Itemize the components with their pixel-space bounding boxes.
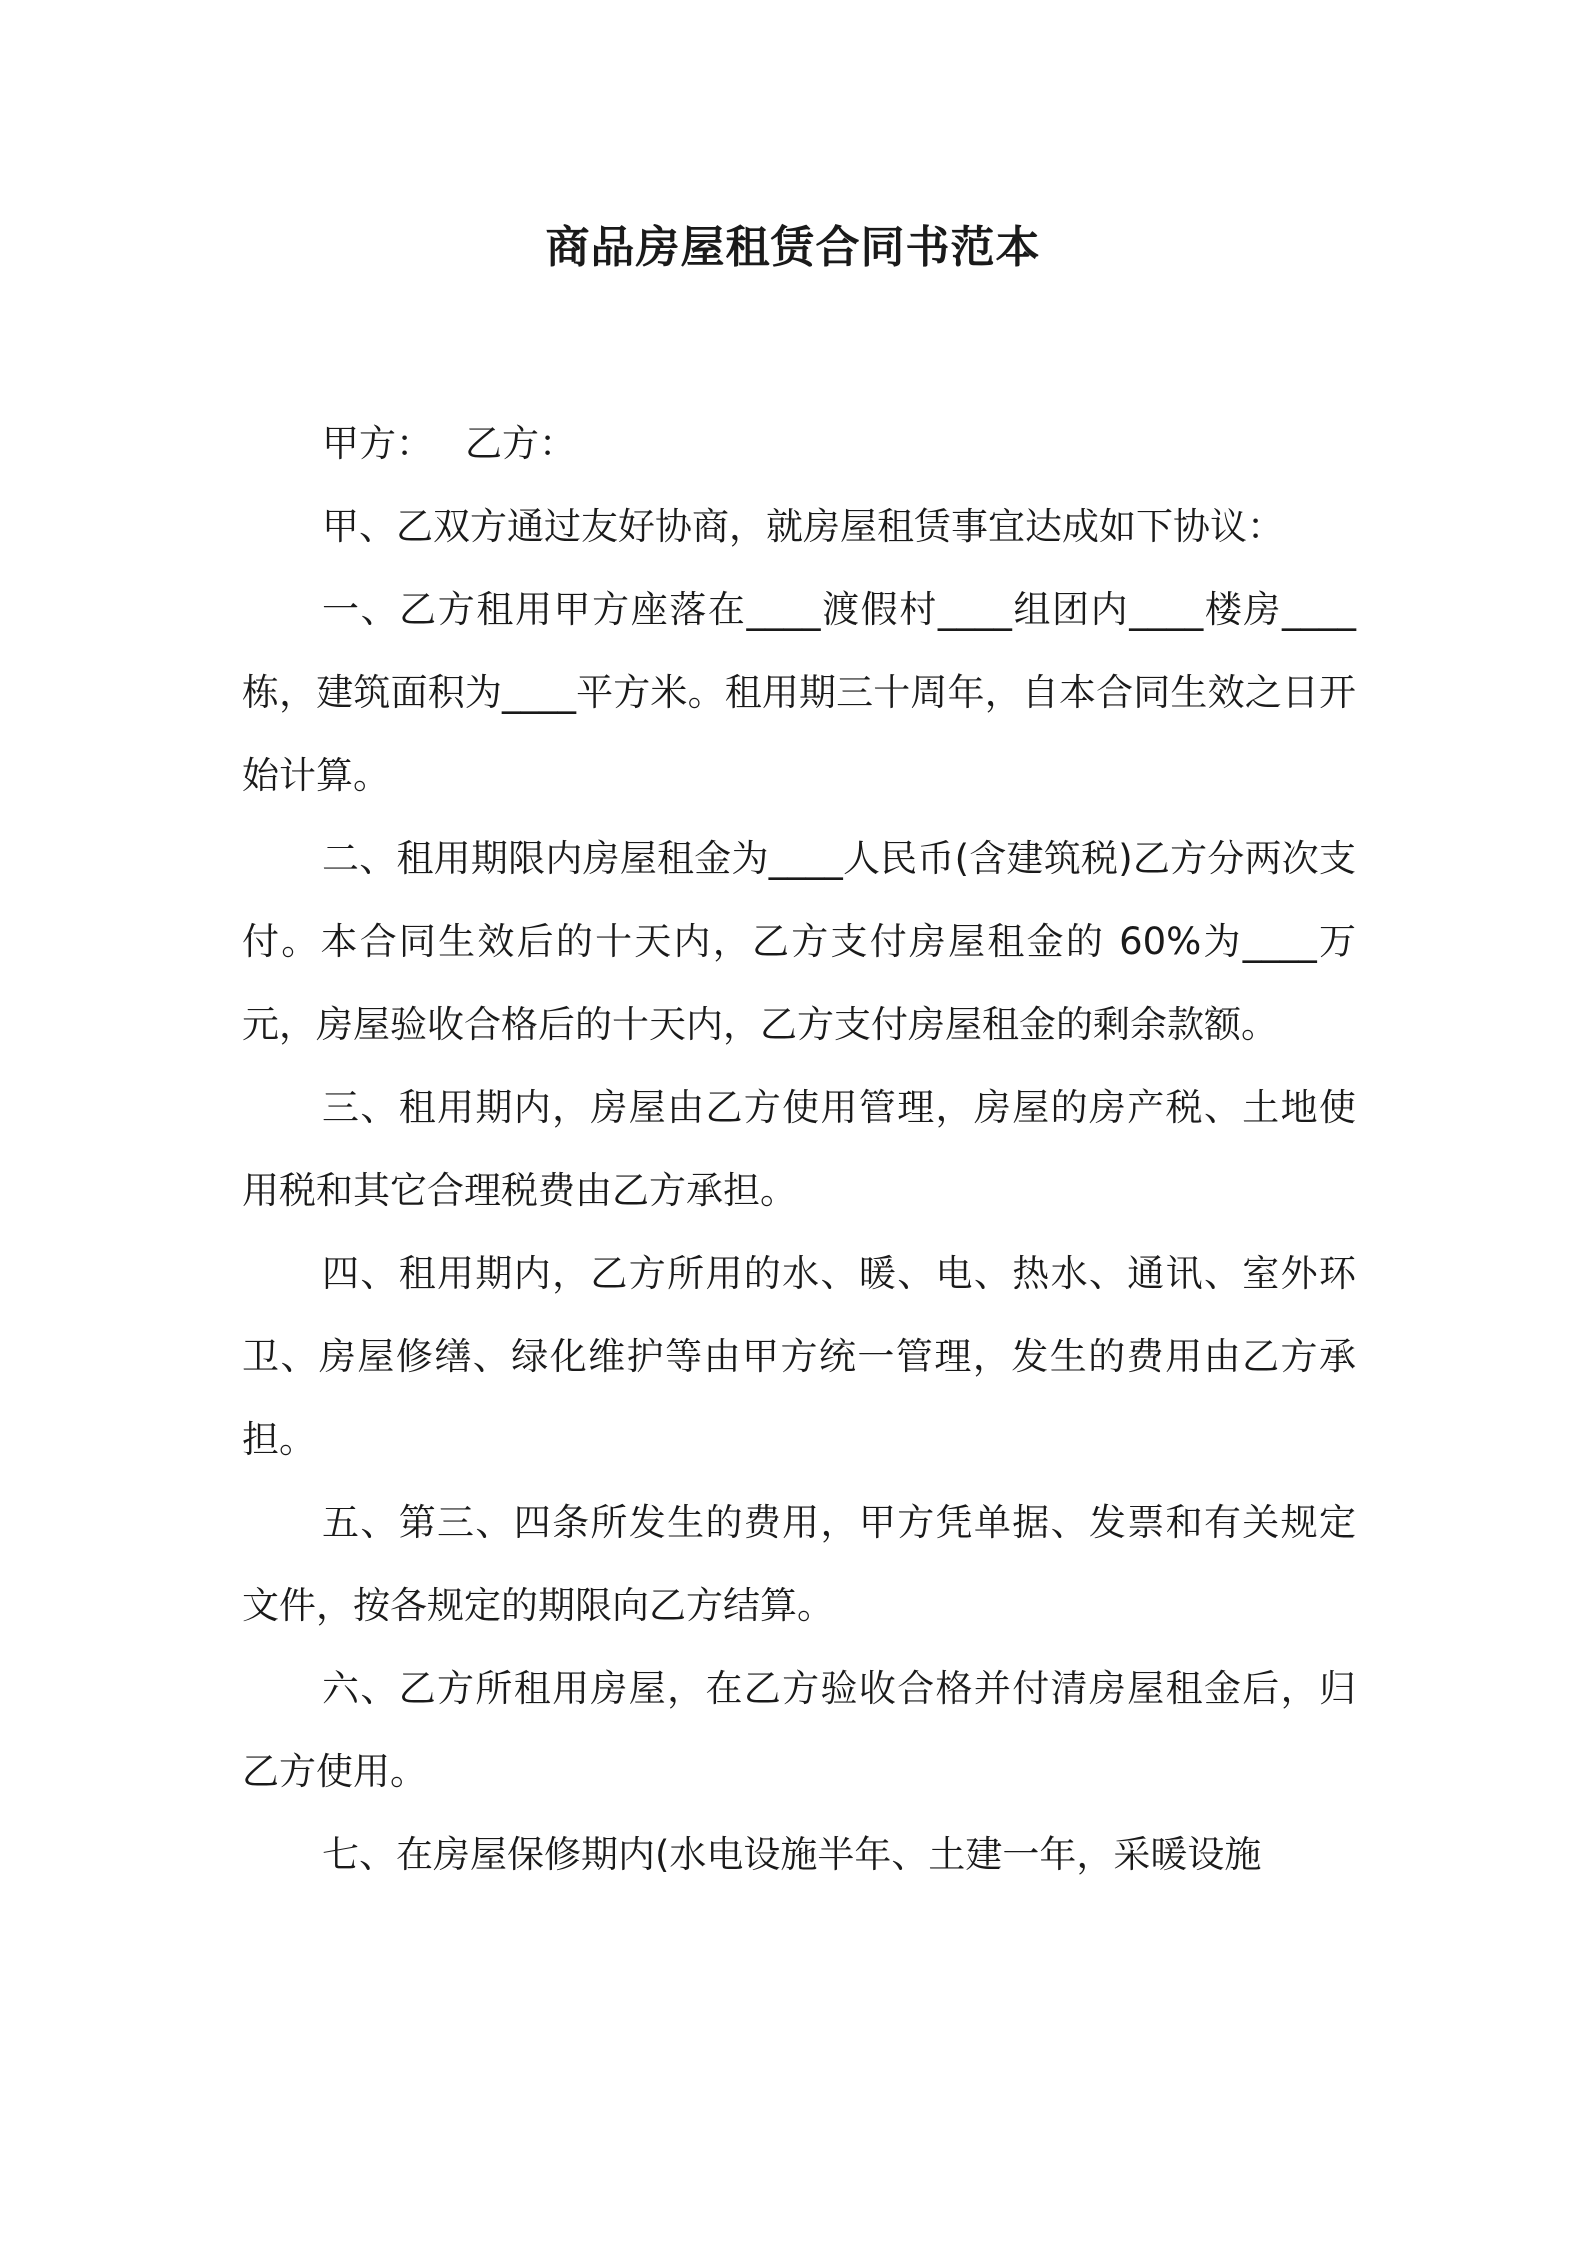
party-b-label: 乙方： xyxy=(465,422,576,465)
paragraph-intro: 甲、乙双方通过友好协商，就房屋租赁事宜达成如下协议： xyxy=(322,505,1284,548)
clause-2: 二、租用期限内房屋租金为____人民币(含建筑税)乙方分两次支付。本合同生效后的十天内，乙方支付房屋租金的 60%为____万元，房屋验收合格后的十天内，乙方支付房屋租金的剩余款额。 xyxy=(242,837,1356,1046)
document-body xyxy=(242,402,1356,1896)
clause-4: 四、租用期内，乙方所用的水、暖、电、热水、通讯、室外环卫、房屋修缮、绿化维护等由甲方统一管理，发生的费用由乙方承担。 xyxy=(242,1252,1356,1461)
document-title: 商品房屋租赁合同书范本 xyxy=(545,222,1041,273)
parties-line xyxy=(242,402,1356,485)
party-a-label: 甲方： xyxy=(322,422,433,465)
clause-7: 七、在房屋保修期内(水电设施半年、土建一年，采暖设施 xyxy=(322,1833,1262,1876)
clause-5: 五、第三、四条所发生的费用，甲方凭单据、发票和有关规定文件，按各规定的期限向乙方结算。 xyxy=(242,1501,1356,1627)
clause-3: 三、租用期内，房屋由乙方使用管理，房屋的房产税、土地使用税和其它合理税费由乙方承担。 xyxy=(242,1086,1356,1212)
clause-6: 六、乙方所租用房屋，在乙方验收合格并付清房屋租金后，归乙方使用。 xyxy=(242,1667,1356,1793)
clause-1: 一、乙方租用甲方座落在____渡假村____组团内____楼房____栋，建筑面积为____平方米。租用期三十周年，自本合同生效之日开始计算。 xyxy=(242,588,1356,797)
